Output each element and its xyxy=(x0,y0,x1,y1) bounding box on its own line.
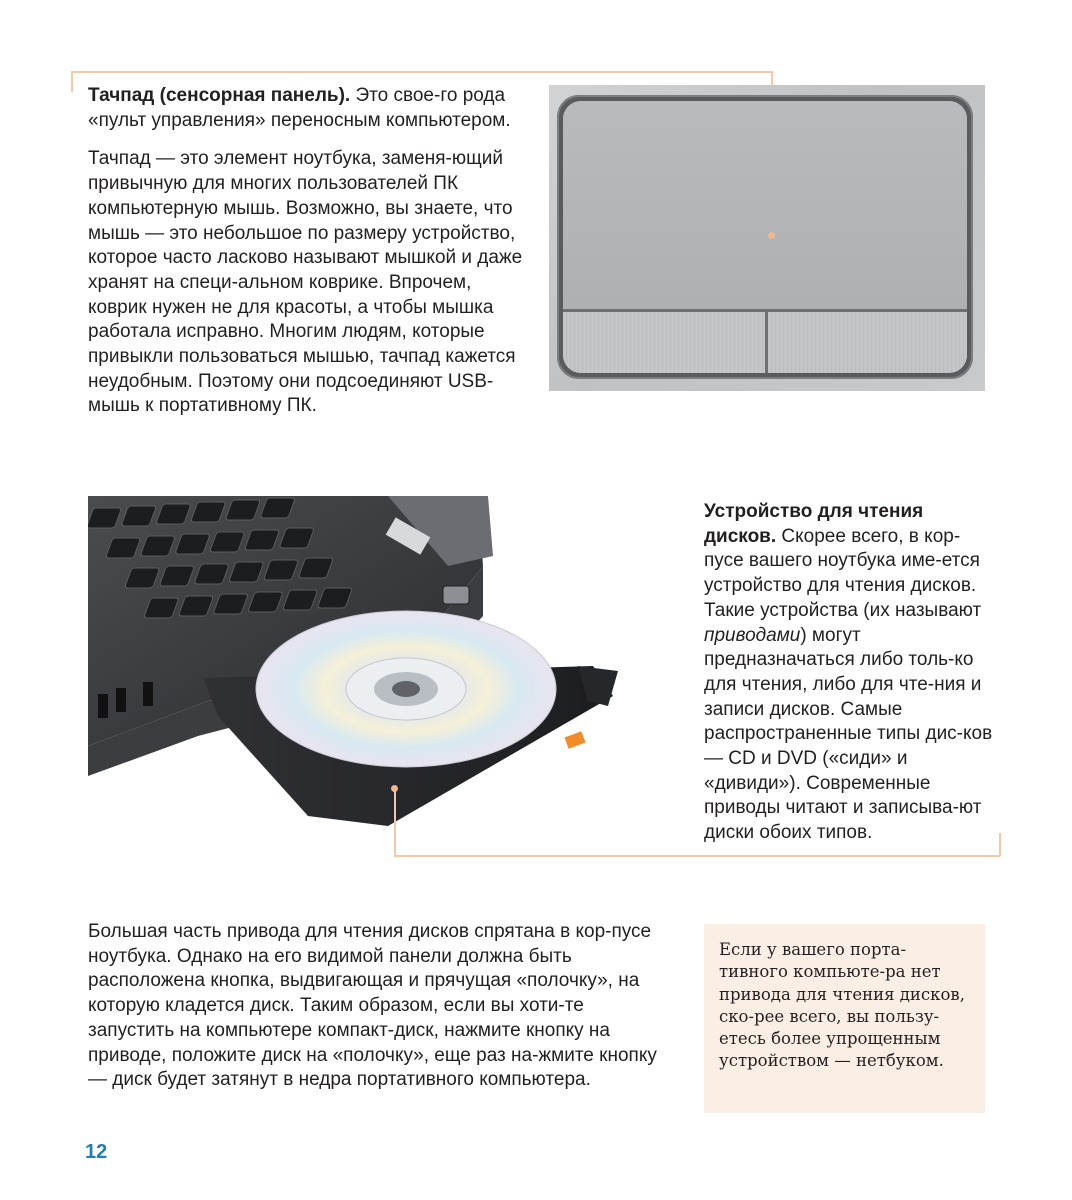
note-text: Если у вашего порта-тивного компьюте-ра нет привода для чтения дисков, ско-рее всего, вы пользу-етесь более упрощенным устройством — нетбуком. xyxy=(719,940,965,1071)
drive-text-part1: Скорее всего, в кор-пусе вашего ноутбука име-ется устройство для чтения дисков. Такие устройства (их называют xyxy=(704,525,982,621)
touchpad-body: Тачпад — это элемент ноутбука, заменя-ющий привычную для многих пользователей ПК компьютерную мышь. Возможно, вы знаете, что мышь — это небольшое по размеру устройство, которое часто ласково называют мышкой и даже хранят на специ-альном коврике. Впрочем, коврик нужен не для красоты, а чтобы мышка работала исправно. Многим людям, которые привыкли пользоваться мышью, тачпад кажется неудобным. Поэтому они подсоединяют USB-мышь к портативному ПК. xyxy=(88,148,523,417)
page-number: 12 xyxy=(85,1141,108,1163)
bottom-paragraph: Большая часть привода для чтения дисков спрятана в кор-пусе ноутбука. Однако на его видимой панели должна быть расположена кнопка, выдвигающая и прячущая «полочку», на которую кладется диск. Таким образом, если вы хоти-те запустить на компьютере компакт-диск, нажмите кнопку на приводе, положите диск на «полочку», еще раз на-жмите кнопку — диск будет затянут в недра портативного компьютера. xyxy=(88,921,657,1091)
touchpad-right-button xyxy=(768,312,967,373)
touchpad-callout-vertical-left xyxy=(71,72,73,92)
drive-text-part2: ) могут предназначаться либо толь-ко для чтения, либо для чте-ния и записи дисков. Самые распространенные типы дис-ков — CD и DVD («сиди» и «дивиди»). Современные приводы читают и записыва-ют диски обоих типов. xyxy=(704,624,993,844)
touchpad-callout-horizontal xyxy=(71,71,772,73)
touchpad-text-block xyxy=(88,84,528,419)
optical-drive-photo xyxy=(88,496,690,860)
drive-text-block xyxy=(704,500,994,846)
drive-italic-term: приводами xyxy=(704,624,801,646)
touchpad-surface xyxy=(563,101,967,373)
touchpad-heading: Тачпад (сенсорная панель). xyxy=(88,85,351,106)
drive-callout-vertical-right xyxy=(999,833,1001,856)
touchpad-intro-text: Это свое-го рода «пульт управления» переносным компьютером. xyxy=(88,85,511,131)
touchpad-photo xyxy=(549,85,985,391)
note-box xyxy=(704,924,985,1113)
drive-heading: Устройство для чтения дисков. xyxy=(704,501,924,547)
touchpad-area xyxy=(563,101,967,312)
drive-callout-vertical-left xyxy=(394,790,396,856)
touchpad-frame xyxy=(557,95,973,379)
laptop-drive-illustration xyxy=(88,496,690,860)
drive-callout-horizontal xyxy=(394,855,1000,857)
touchpad-left-button xyxy=(563,312,768,373)
touchpad-callout-dot xyxy=(768,232,775,239)
drive-paragraph xyxy=(704,500,994,846)
bottom-text-block xyxy=(88,920,670,1093)
touchpad-intro xyxy=(88,84,528,133)
